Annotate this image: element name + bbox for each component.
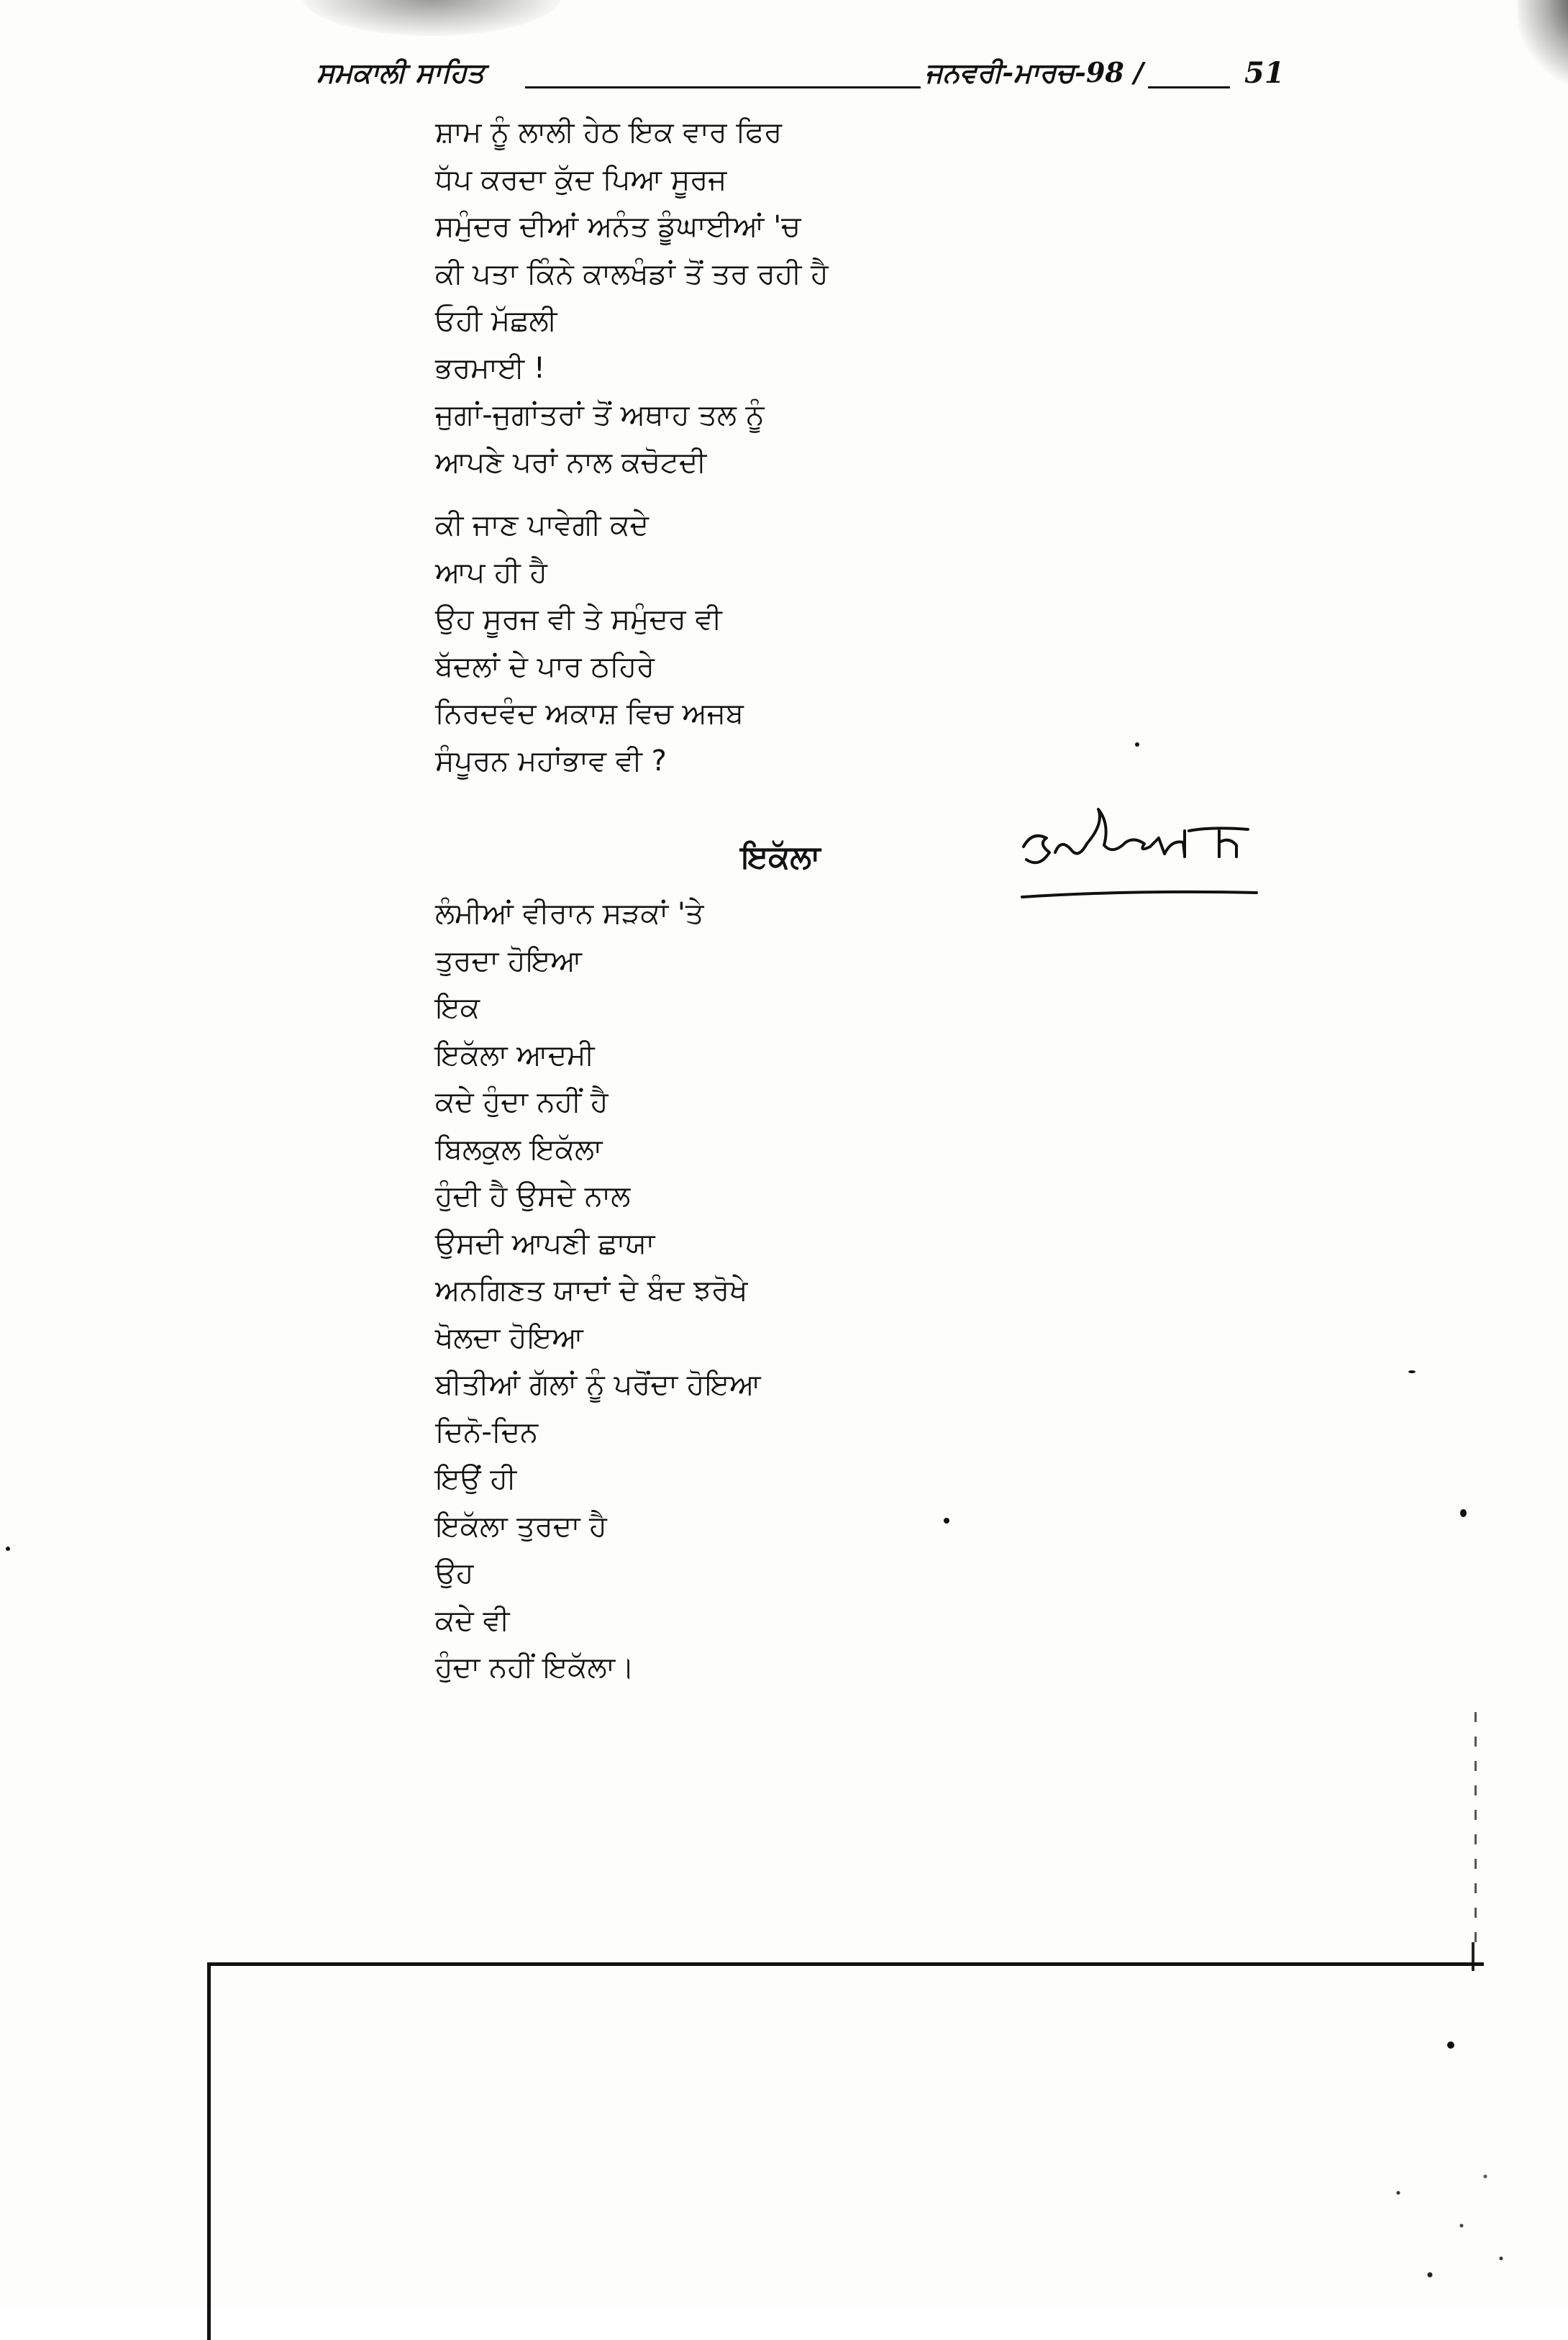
bottom-frame: [207, 1962, 1484, 2340]
poem-line: ਦਿਨੋ-ਦਿਨ: [435, 1415, 539, 1449]
poem-title: ਇਕੱਲਾ: [741, 839, 821, 875]
poem-line: ਜੁਗਾਂ-ਜੁਗਾਂਤਰਾਂ ਤੋਂ ਅਥਾਹ ਤਲ ਨੂੰ: [435, 399, 765, 432]
poem-line: ਇਕ: [435, 991, 480, 1024]
poem-line: ਉਹ ਸੂਰਜ ਵੀ ਤੇ ਸਮੁੰਦਰ ਵੀ: [435, 603, 722, 636]
scan-noise: [1367, 2144, 1525, 2308]
poem-line: ਬੀਤੀਆਂ ਗੱਲਾਂ ਨੂੰ ਪਰੋਂਦਾ ਹੋਇਆ: [435, 1368, 761, 1401]
poem-line: ਕੀ ਪਤਾ ਕਿੰਨੇ ਕਾਲਖੰਡਾਂ ਤੋਂ ਤਰ ਰਹੀ ਹੈ: [435, 257, 829, 291]
poem-line: ਸੰਪੂਰਨ ਮਹਾਂਭਾਵ ਵੀ ?: [435, 744, 667, 778]
poem-line: ਆਪ ਹੀ ਹੈ: [435, 555, 547, 589]
poem-continued-stanza-2: [435, 502, 1298, 785]
poem-line: ਇਕੱਲਾ ਤੁਰਦਾ ਹੈ: [435, 1509, 607, 1543]
scan-speck: [944, 1518, 949, 1524]
poem-line: ਨਿਰਦਵੰਦ ਅਕਾਸ਼ ਵਿਚ ਅਜਬ: [435, 697, 744, 730]
poem-line: ਉਹ: [435, 1557, 474, 1590]
handwritten-text: ਤੁਰਕੀਲਾ: [1018, 802, 1021, 803]
scan-shadow-top-right: [1518, 0, 1568, 86]
scan-speck: [1447, 2041, 1454, 2049]
poem-line: ਉਸਦੀ ਆਪਣੀ ਛਾਯਾ: [435, 1226, 655, 1260]
poem-ikalla-body: [435, 891, 1298, 1692]
poem-line: ਕਦੇ ਹੁੰਦਾ ਨਹੀਂ ਹੈ: [435, 1085, 608, 1119]
poem-line: ਸ਼ਾਮ ਨੂੰ ਲਾਲੀ ਹੇਠ ਇਕ ਵਾਰ ਫਿਰ: [435, 116, 783, 149]
poem-line: ਕੀ ਜਾਣ ਪਾਵੇਗੀ ਕਦੇ: [435, 509, 649, 542]
scan-speck: [1460, 1509, 1467, 1517]
scan-speck: [6, 1547, 10, 1551]
journal-name: ਸਮਕਾਲੀ ਸਾਹਿਤ: [316, 56, 485, 88]
poem-line: ਇਉਂ ਹੀ: [435, 1462, 516, 1495]
poem-line: ਆਪਣੇ ਪਰਾਂ ਨਾਲ ਕਚੋਟਦੀ: [435, 445, 707, 479]
scan-speck: [1408, 1370, 1416, 1373]
poem-line: ਬਿਲਕੁਲ ਇਕੱਲਾ: [435, 1132, 603, 1166]
scan-speck: [1135, 742, 1139, 747]
scan-artifact-dashes: [1474, 1712, 1477, 1942]
poem-continued-stanza-1: [435, 109, 1298, 486]
poem-line: ਲੰਮੀਆਂ ਵੀਰਾਨ ਸੜਕਾਂ 'ਤੇ: [435, 897, 704, 930]
issue-date: ਜਨਵਰੀ-ਮਾਰਚ-98 /: [921, 56, 1148, 89]
running-header: [316, 56, 1309, 106]
poem-line: ਭਰਮਾਈ !: [435, 351, 545, 385]
poem-line: ਹੁੰਦੀ ਹੈ ਉਸਦੇ ਨਾਲ: [435, 1180, 631, 1213]
poem-line: ਹੁੰਦਾ ਨਹੀਂ ਇਕੱਲਾ।: [435, 1651, 634, 1684]
poem-line: ਓਹੀ ਮੱਛਲੀ: [435, 304, 557, 337]
poem-line: ਖੋਲਦਾ ਹੋਇਆ: [435, 1321, 583, 1355]
poem-line: ਸਮੁੰਦਰ ਦੀਆਂ ਅਨੰਤ ਡੂੰਘਾਈਆਂ 'ਚ: [435, 210, 801, 243]
poem-line: ਬੱਦਲਾਂ ਦੇ ਪਾਰ ਠਹਿਰੇ: [435, 650, 655, 683]
poem-line: ਕਦੇ ਵੀ: [435, 1603, 510, 1637]
poem-line: ਅਨਗਿਣਤ ਯਾਦਾਂ ਦੇ ਬੰਦ ਝਰੋਖੇ: [435, 1274, 748, 1307]
poem-line: ਧੱਪ ਕਰਦਾ ਕੁੱਦ ਪਿਆ ਸੂਰਜ: [435, 163, 727, 196]
poem-line: ਇਕੱਲਾ ਆਦਮੀ: [435, 1038, 595, 1072]
scan-shadow-top-left: [302, 0, 561, 36]
poem-line: ਤੁਰਦਾ ਹੋਇਆ: [435, 944, 582, 978]
page-number: 51: [1244, 56, 1285, 90]
